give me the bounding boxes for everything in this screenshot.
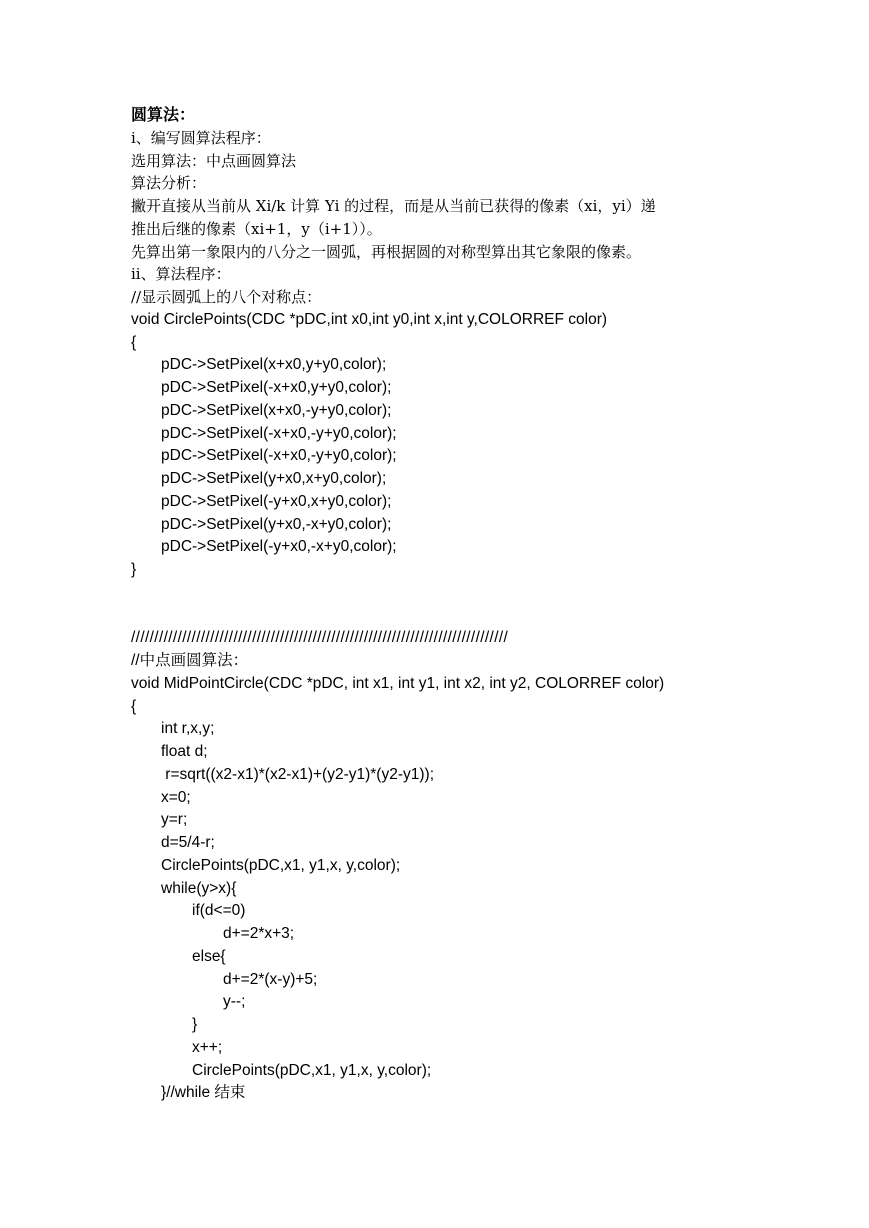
analysis-label: 算法分析： <box>131 174 207 193</box>
code-line: y=r; <box>161 811 188 829</box>
blank-line <box>131 582 771 605</box>
code-line: pDC->SetPixel(-x+x0,y+y0,color); <box>161 379 392 396</box>
analysis-line-3: 先算出第一象限内的八分之一圆弧，再根据圆的对称型算出其它象限的像素。 <box>131 242 642 261</box>
code-comment-1: //显示圆弧上的八个对称点： <box>131 288 322 306</box>
code-line: } <box>131 561 137 578</box>
analysis-line-1: 撇开直接从当前从 Xi/k 计算 Yi 的过程，而是从当前已获得的像素（xi，yi）递 <box>131 197 656 215</box>
code-line: float d; <box>161 743 208 760</box>
code-line: if(d<=0) <box>192 902 246 920</box>
code-line: }//while 结束 <box>161 1084 246 1102</box>
code-line: pDC->SetPixel(-y+x0,-x+y0,color); <box>161 538 397 556</box>
code-line: int r,x,y; <box>161 720 215 738</box>
separator-line: ///////////////////////////////////////////////////////////////////////////////// <box>131 629 509 647</box>
code-line: pDC->SetPixel(y+x0,x+y0,color); <box>161 470 387 487</box>
code-line: void CirclePoints(CDC *pDC,int x0,int y0,int x,int y,COLORREF color) <box>131 310 608 328</box>
code-line: pDC->SetPixel(-x+x0,-y+y0,color); <box>161 447 397 465</box>
code-line: pDC->SetPixel(y+x0,-x+y0,color); <box>161 515 392 533</box>
code-line: { <box>131 333 137 351</box>
section-title-2: ii、算法程序： <box>131 265 231 284</box>
code-line: pDC->SetPixel(x+x0,y+y0,color); <box>161 356 387 374</box>
code-line: pDC->SetPixel(-y+x0,x+y0,color); <box>161 492 392 510</box>
algorithm-choice: 选用算法：中点画圆算法 <box>131 151 297 170</box>
blank-line <box>131 605 771 628</box>
code-line: while(y>x){ <box>161 879 237 897</box>
code-line: r=sqrt((x2-x1)*(x2-x1)+(y2-y1)*(y2-y1)); <box>161 765 435 783</box>
document-content <box>131 104 771 1105</box>
code-line: CirclePoints(pDC,x1, y1,x, y,color); <box>192 1061 432 1079</box>
code-line: pDC->SetPixel(x+x0,-y+y0,color); <box>161 401 392 419</box>
code-line: x=0; <box>161 788 191 806</box>
code-line: else{ <box>192 947 226 965</box>
code-line: } <box>192 1016 198 1033</box>
code-line: pDC->SetPixel(-x+x0,-y+y0,color); <box>161 424 397 442</box>
code-line: y--; <box>223 993 246 1011</box>
code-comment-2: //中点画圆算法： <box>131 652 249 669</box>
code-line: d=5/4-r; <box>161 834 215 851</box>
heading: 圆算法： <box>131 105 196 124</box>
section-title-1: i、编写圆算法程序： <box>131 128 271 147</box>
code-line: d+=2*(x-y)+5; <box>223 970 318 988</box>
code-line: CirclePoints(pDC,x1, y1,x, y,color); <box>161 856 401 874</box>
code-line: x++; <box>192 1038 223 1056</box>
code-line: d+=2*x+3; <box>223 925 295 942</box>
analysis-line-2: 推出后继的像素（xi+1，y（i+1））。 <box>131 219 382 238</box>
code-line: { <box>131 697 137 715</box>
code-line: void MidPointCircle(CDC *pDC, int x1, int y1, int x2, int y2, COLORREF color) <box>131 674 665 692</box>
